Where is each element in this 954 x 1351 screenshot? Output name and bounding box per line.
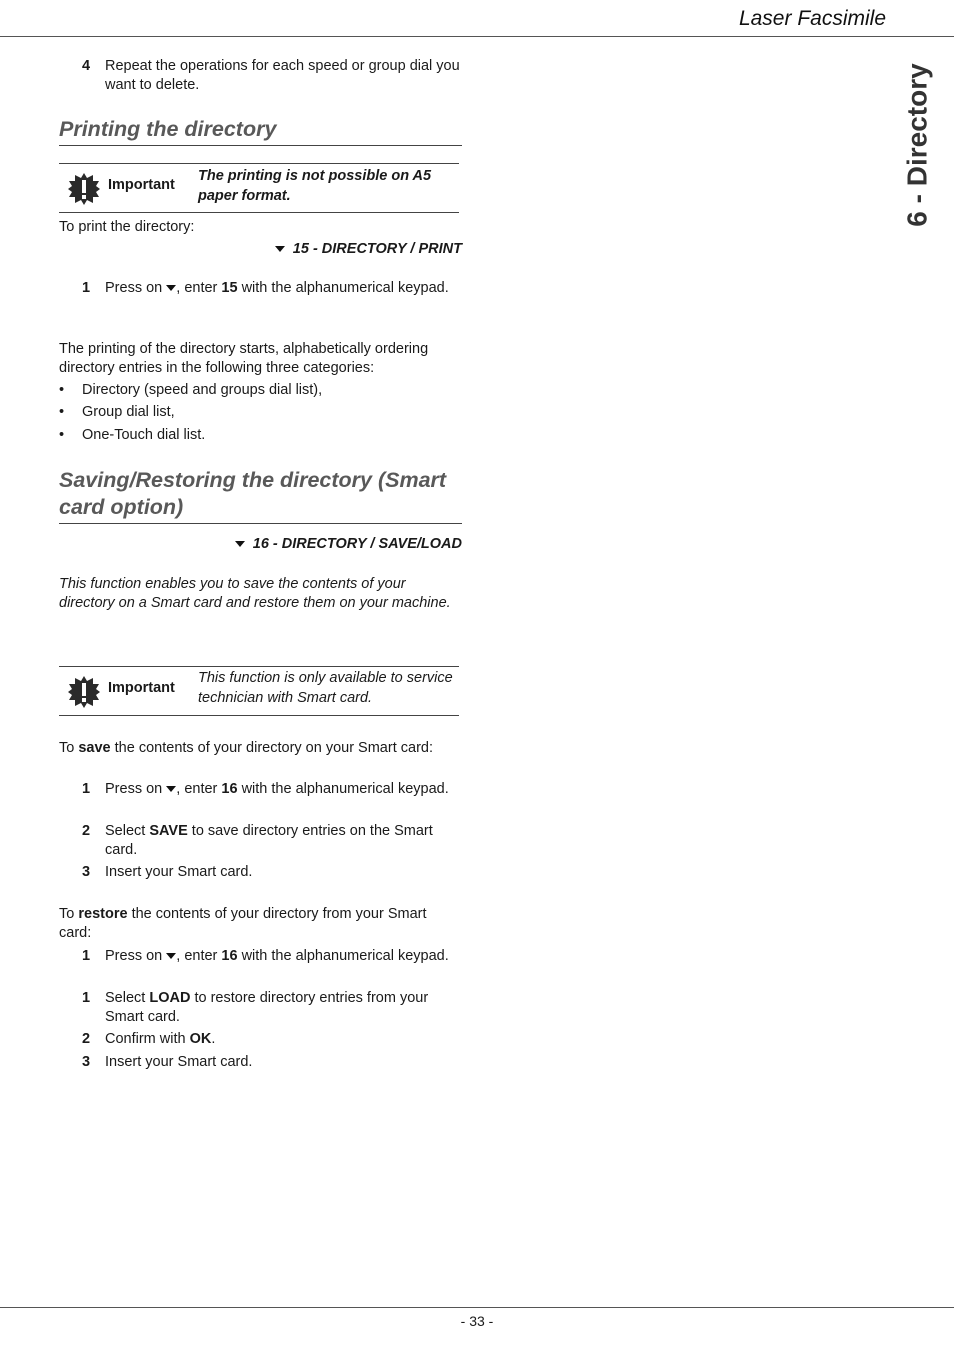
important-label: Important bbox=[108, 177, 175, 193]
step-text: Select LOAD to restore directory entries from your Smart card. bbox=[105, 990, 429, 1025]
down-arrow-icon bbox=[166, 786, 176, 792]
section-smart-card bbox=[59, 467, 462, 524]
step-text: Press on , enter 15 with the alphanumerical keypad. bbox=[105, 280, 449, 296]
list-item: • Group dial list, bbox=[59, 404, 175, 420]
down-arrow-icon bbox=[275, 246, 285, 252]
step-text: Repeat the operations for each speed or group dial you want to delete. bbox=[105, 58, 460, 93]
step-number: 4 bbox=[82, 58, 91, 74]
section-title: Saving/Restoring the directory (Smart card option) bbox=[59, 468, 447, 519]
important-note bbox=[59, 163, 459, 213]
save-intro: To save the contents of your directory on your Smart card: bbox=[59, 740, 433, 756]
print-description: The printing of the directory starts, alphabetically ordering directory entries in the following three categories: bbox=[59, 341, 429, 376]
step-number: 3 bbox=[82, 864, 91, 880]
step-number: 2 bbox=[82, 1031, 91, 1047]
down-arrow-icon bbox=[166, 285, 176, 291]
list-item: • Directory (speed and groups dial list), bbox=[59, 382, 323, 398]
step-item bbox=[82, 1053, 462, 1072]
step-text: Select SAVE to save directory entries on the Smart card. bbox=[105, 823, 433, 858]
step-number: 3 bbox=[82, 1054, 91, 1070]
important-note bbox=[59, 666, 459, 716]
important-text: This function is only available to service technician with Smart card. bbox=[198, 670, 453, 706]
step-item bbox=[82, 279, 462, 298]
important-text: The printing is not possible on A5 paper format. bbox=[198, 168, 432, 204]
bullet-glyph: • bbox=[59, 382, 65, 398]
bullet-glyph: • bbox=[59, 427, 65, 443]
step-item bbox=[82, 822, 462, 860]
step-item bbox=[82, 1030, 462, 1049]
step-text: Insert your Smart card. bbox=[105, 1054, 253, 1070]
running-header-title: Laser Facsimile bbox=[738, 7, 886, 30]
step-item bbox=[82, 780, 462, 799]
step-item bbox=[82, 989, 462, 1027]
step-number: 1 bbox=[82, 948, 91, 964]
menu-path bbox=[275, 241, 462, 257]
section-rule bbox=[59, 145, 462, 146]
restore-intro: To restore the contents of your directory from your Smart card: bbox=[59, 906, 427, 941]
step-text: Insert your Smart card. bbox=[105, 864, 253, 880]
step-number: 1 bbox=[82, 280, 91, 296]
important-label: Important bbox=[108, 680, 175, 696]
important-exclamation-icon bbox=[67, 172, 101, 206]
step-number: 2 bbox=[82, 823, 91, 839]
section-title: Printing the directory bbox=[59, 117, 277, 141]
step-item bbox=[82, 947, 462, 966]
menu-path-text: 15 - DIRECTORY / PRINT bbox=[292, 241, 462, 257]
step-number: 1 bbox=[82, 781, 91, 797]
header-rule bbox=[0, 36, 954, 37]
important-exclamation-icon bbox=[67, 675, 101, 709]
chapter-tab-label: 6 - Directory bbox=[902, 63, 933, 227]
bullet-glyph: • bbox=[59, 404, 65, 420]
section-rule bbox=[59, 523, 462, 524]
step-number: 1 bbox=[82, 990, 91, 1006]
section-printing bbox=[59, 116, 462, 146]
step-item bbox=[82, 863, 462, 882]
down-arrow-icon bbox=[166, 953, 176, 959]
step-text: Press on , enter 16 with the alphanumerical keypad. bbox=[105, 948, 449, 964]
chapter-tab bbox=[888, 45, 948, 245]
list-item: • One-Touch dial list. bbox=[59, 427, 206, 443]
down-arrow-icon bbox=[235, 541, 245, 547]
step-item bbox=[82, 57, 462, 95]
page-number: - 33 - bbox=[460, 1313, 494, 1329]
menu-path bbox=[235, 536, 462, 552]
footer-rule bbox=[0, 1307, 954, 1308]
menu-path-text: 16 - DIRECTORY / SAVE/LOAD bbox=[252, 536, 462, 552]
step-text: Press on , enter 16 with the alphanumerical keypad. bbox=[105, 781, 449, 797]
step-text: Confirm with OK. bbox=[105, 1031, 216, 1047]
print-intro: To print the directory: bbox=[59, 219, 195, 235]
smart-description: This function enables you to save the contents of your directory on a Smart card and restore them on your machine. bbox=[59, 576, 451, 611]
